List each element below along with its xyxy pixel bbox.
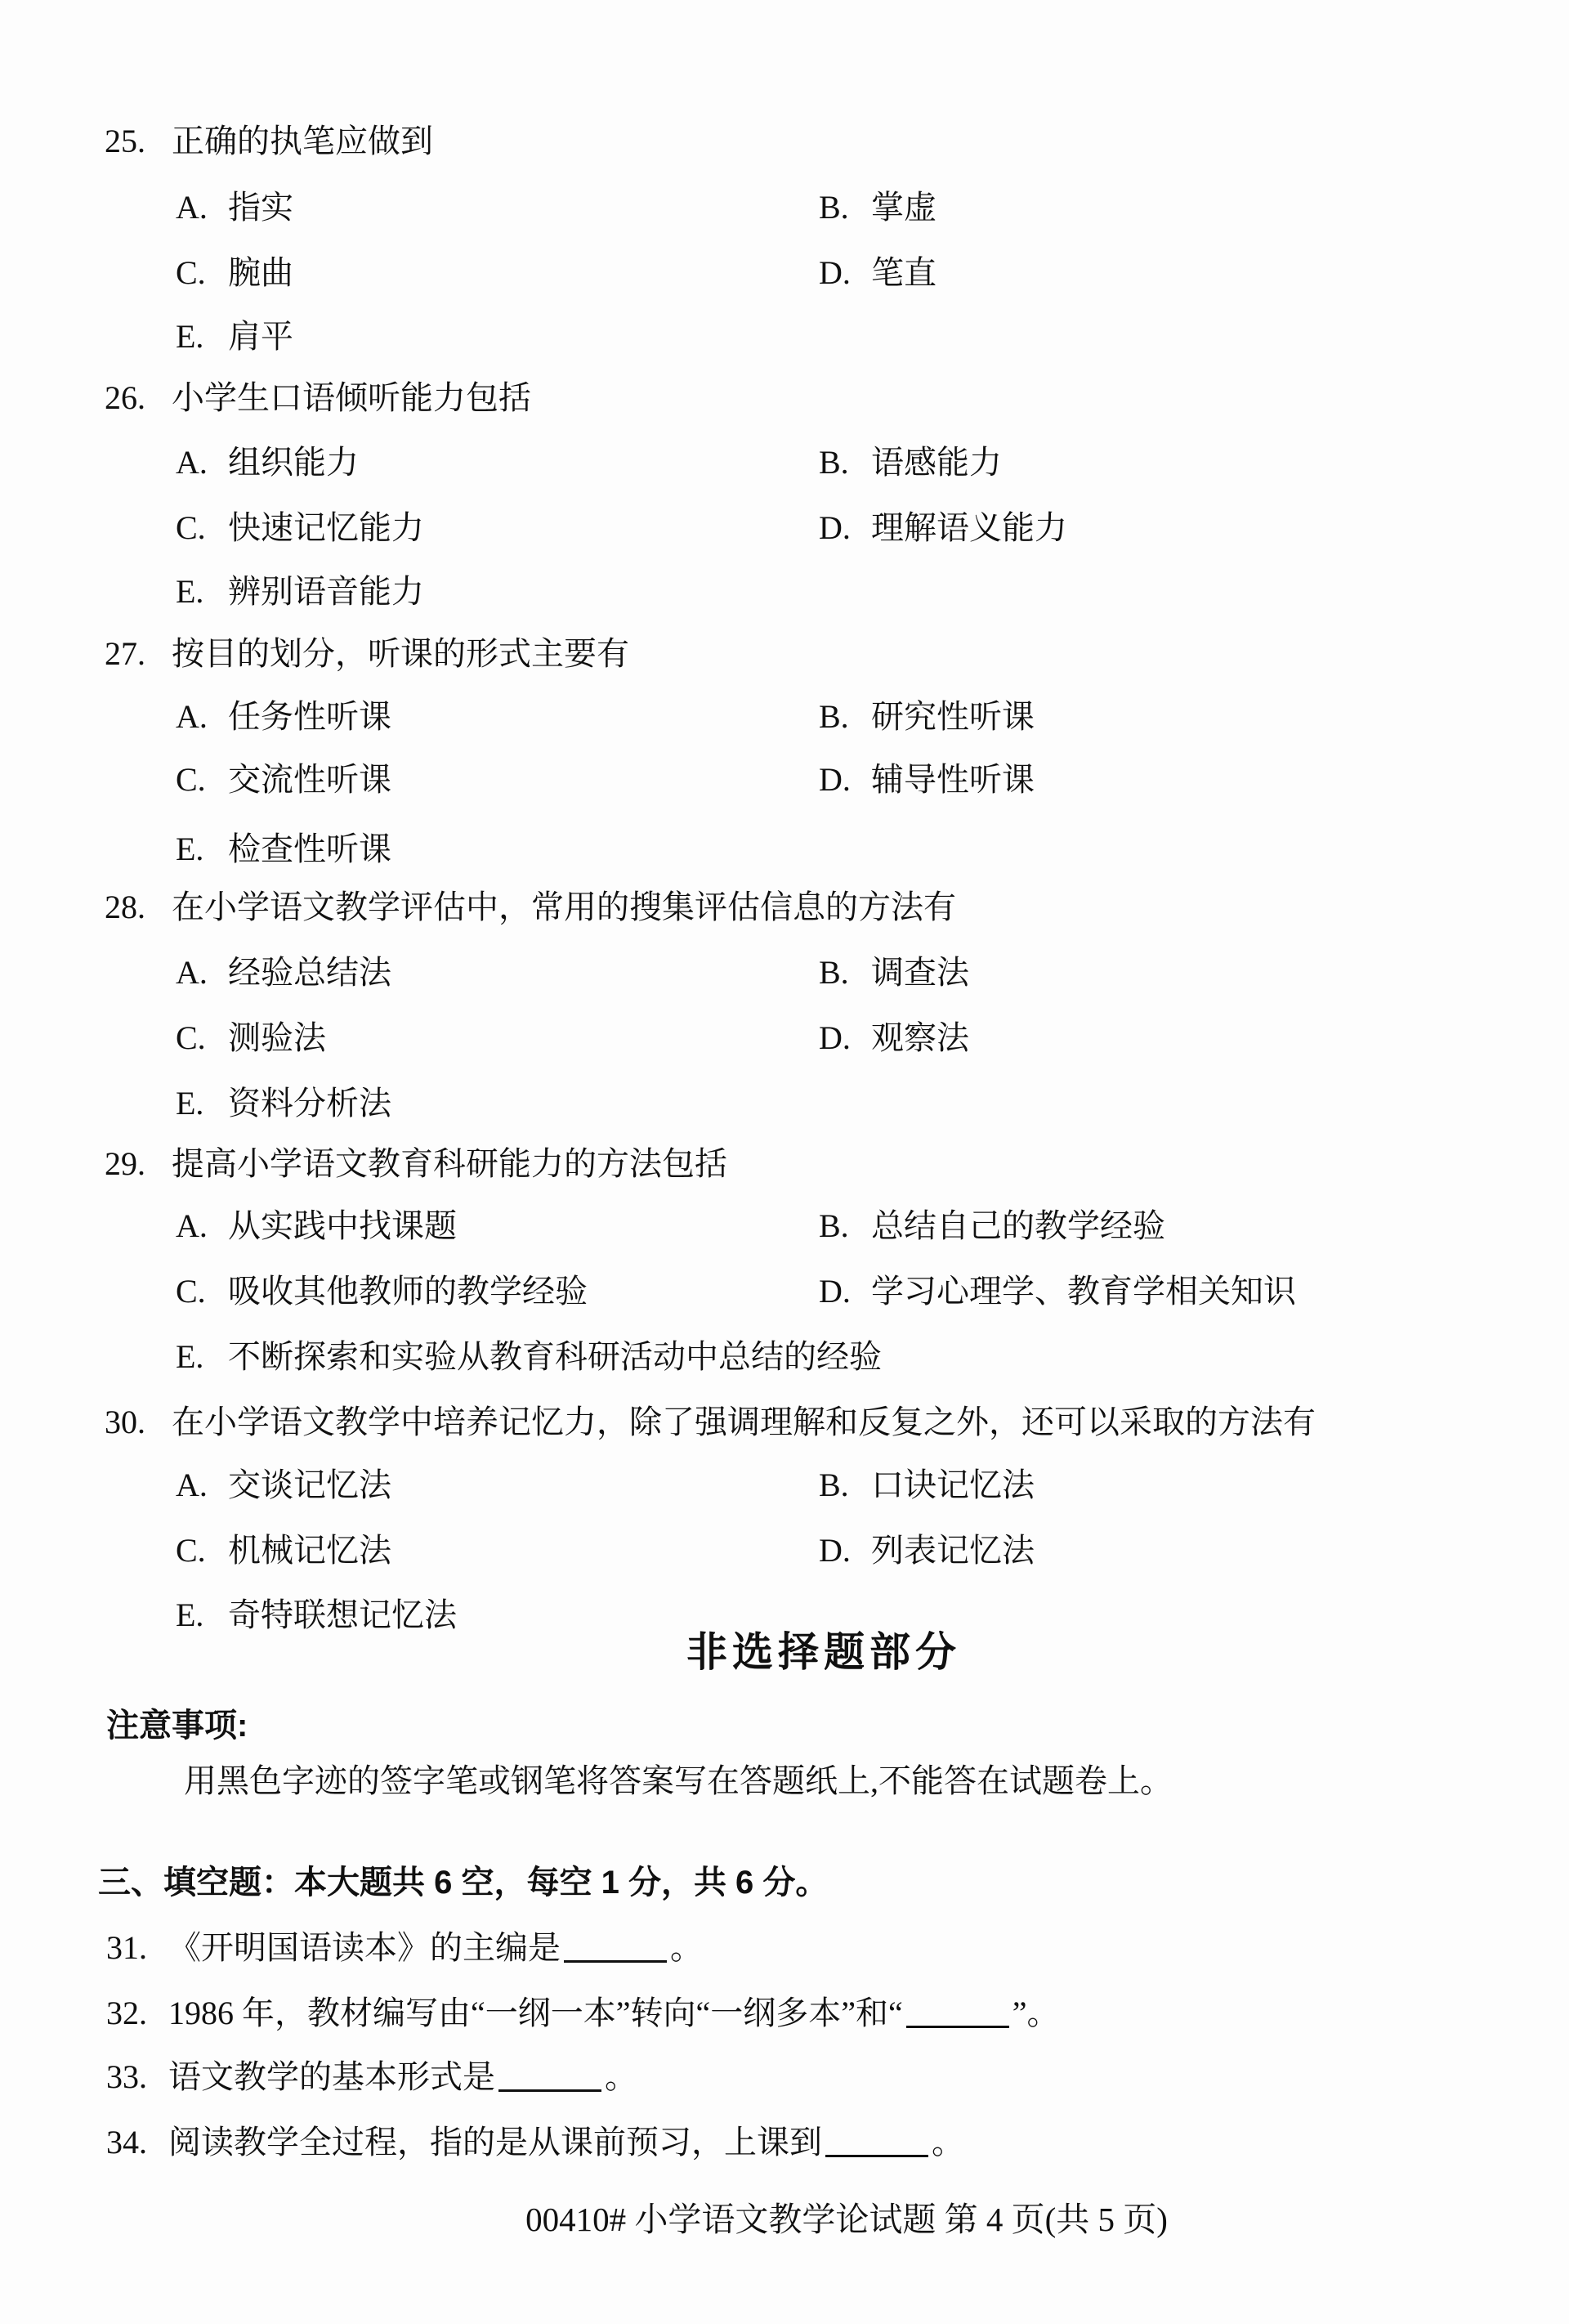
option-letter: B. — [819, 1207, 849, 1244]
question-text: 在小学语文教学中培养记忆力，除了强调理解和反复之外，还可以采取的方法有 — [172, 1404, 1316, 1440]
option-letter: A. — [176, 698, 208, 735]
option-letter: E. — [176, 1338, 204, 1375]
option-29-a — [176, 1207, 457, 1245]
option-letter: D. — [819, 1019, 851, 1056]
option-letter: C. — [176, 1532, 206, 1569]
answer-blank — [564, 1960, 667, 1963]
option-26-e — [176, 573, 424, 611]
option-text: 理解语义能力 — [871, 509, 1067, 546]
question-number: 34. — [106, 2124, 147, 2161]
option-letter: D. — [819, 254, 851, 291]
question-text: 《开明国语读本》的主编是 — [168, 1929, 561, 1966]
option-letter: C. — [176, 1019, 206, 1056]
option-text: 总结自己的教学经验 — [871, 1207, 1165, 1244]
option-30-b — [819, 1466, 1035, 1504]
option-28-c — [176, 1019, 326, 1057]
option-letter: E. — [176, 1085, 204, 1122]
option-letter: D. — [819, 509, 851, 546]
notice-title: 注意事项: — [106, 1708, 248, 1744]
question-30-stem — [105, 1404, 1316, 1441]
option-letter: C. — [176, 761, 206, 798]
option-text: 交谈记忆法 — [228, 1466, 391, 1503]
option-letter: E. — [176, 831, 204, 867]
question-number: 29. — [105, 1145, 145, 1182]
option-29-e — [176, 1338, 882, 1376]
option-text: 观察法 — [871, 1019, 969, 1056]
answer-blank — [906, 2026, 1009, 2028]
answer-blank — [498, 2089, 601, 2092]
option-letter: D. — [819, 1273, 851, 1310]
fill-section-title: 三、填空题：本大题共 6 空，每空 1 分，共 6 分。 — [98, 1865, 829, 1901]
option-25-a — [176, 189, 293, 226]
option-27-c — [176, 761, 391, 799]
section-heading-non-mcq: 非选择题部分 — [686, 1629, 961, 1675]
option-letter: B. — [819, 1466, 849, 1503]
option-26-d — [819, 509, 1067, 547]
option-text: 列表记忆法 — [871, 1532, 1035, 1569]
option-text: 检查性听课 — [228, 831, 391, 867]
option-text: 交流性听课 — [228, 761, 391, 798]
question-number: 26. — [105, 379, 145, 416]
option-text: 笔直 — [871, 254, 936, 291]
option-27-e — [176, 831, 391, 868]
option-text: 任务性听课 — [228, 698, 391, 735]
option-25-d — [819, 254, 936, 292]
option-letter: A. — [176, 1466, 208, 1503]
option-text: 辨别语音能力 — [228, 573, 424, 610]
option-25-b — [819, 189, 936, 226]
question-text-suffix: 。 — [605, 2058, 637, 2095]
question-number: 30. — [105, 1404, 145, 1440]
option-letter: A. — [176, 954, 208, 991]
question-number: 31. — [106, 1929, 147, 1966]
option-30-e — [176, 1596, 457, 1634]
option-letter: D. — [819, 1532, 851, 1569]
option-text: 经验总结法 — [228, 954, 391, 991]
question-number: 25. — [105, 123, 145, 159]
question-text-suffix: ”。 — [1012, 1995, 1060, 2031]
option-text: 快速记忆能力 — [228, 509, 424, 546]
option-letter: A. — [176, 444, 208, 481]
question-28-stem — [105, 889, 956, 926]
option-letter: C. — [176, 509, 206, 546]
option-25-e — [176, 318, 293, 356]
question-26-stem — [105, 379, 531, 417]
option-text: 研究性听课 — [871, 698, 1035, 735]
option-letter: B. — [819, 954, 849, 991]
option-28-e — [176, 1085, 391, 1122]
option-text: 组织能力 — [228, 444, 359, 481]
question-text: 在小学语文教学评估中，常用的搜集评估信息的方法有 — [172, 889, 956, 925]
option-27-d — [819, 761, 1035, 799]
option-text: 口诀记忆法 — [871, 1466, 1035, 1503]
option-text: 吸收其他教师的教学经验 — [228, 1273, 588, 1310]
option-29-d — [819, 1273, 1296, 1310]
question-text: 小学生口语倾听能力包括 — [172, 379, 531, 416]
answer-blank — [825, 2155, 928, 2157]
question-text: 1986 年，教材编写由“一纲一本”转向“一纲多本”和“ — [168, 1995, 903, 2031]
question-text-suffix: 。 — [670, 1929, 703, 1966]
option-25-c — [176, 254, 293, 292]
question-number: 32. — [106, 1995, 147, 2031]
option-letter: B. — [819, 189, 849, 226]
page-footer: 00410# 小学语文教学论试题 第 4 页(共 5 页) — [525, 2201, 1168, 2238]
question-33 — [106, 2058, 637, 2096]
option-text: 不断探索和实验从教育科研活动中总结的经验 — [228, 1338, 882, 1375]
option-letter: C. — [176, 254, 206, 291]
question-text: 语文教学的基本形式是 — [168, 2058, 495, 2095]
option-letter: A. — [176, 189, 208, 226]
question-number: 33. — [106, 2058, 147, 2095]
option-27-a — [176, 698, 391, 736]
question-text-suffix: 。 — [932, 2124, 964, 2161]
option-letter: E. — [176, 318, 204, 355]
option-letter: D. — [819, 761, 851, 798]
option-text: 腕曲 — [228, 254, 293, 291]
option-text: 调查法 — [871, 954, 969, 991]
question-31 — [106, 1929, 703, 1967]
option-26-a — [176, 444, 359, 481]
option-27-b — [819, 698, 1035, 736]
question-27-stem — [105, 635, 629, 673]
option-letter: E. — [176, 573, 204, 610]
option-letter: C. — [176, 1273, 206, 1310]
notice-body: 用黑色字迹的签字笔或钢笔将答案写在答题纸上,不能答在试题卷上。 — [184, 1762, 1173, 1799]
option-text: 语感能力 — [871, 444, 1002, 481]
question-25-stem — [105, 123, 433, 160]
option-30-a — [176, 1466, 391, 1504]
option-28-a — [176, 954, 391, 992]
option-text: 辅导性听课 — [871, 761, 1035, 798]
option-text: 学习心理学、教育学相关知识 — [871, 1273, 1296, 1310]
question-text: 正确的执笔应做到 — [172, 123, 433, 159]
option-text: 测验法 — [228, 1019, 326, 1056]
option-letter: A. — [176, 1207, 208, 1244]
option-letter: B. — [819, 698, 849, 735]
question-text: 按目的划分，听课的形式主要有 — [172, 635, 629, 672]
option-text: 机械记忆法 — [228, 1532, 391, 1569]
question-34 — [106, 2124, 964, 2161]
question-number: 28. — [105, 889, 145, 925]
question-text: 提高小学语文教育科研能力的方法包括 — [172, 1145, 727, 1182]
question-text: 阅读教学全过程，指的是从课前预习，上课到 — [168, 2124, 822, 2161]
option-text: 资料分析法 — [228, 1085, 391, 1122]
option-text: 掌虚 — [871, 189, 936, 226]
option-30-c — [176, 1532, 391, 1569]
option-text: 指实 — [228, 189, 293, 226]
option-28-b — [819, 954, 969, 992]
option-text: 肩平 — [228, 318, 293, 355]
option-30-d — [819, 1532, 1035, 1569]
question-32 — [106, 1995, 1060, 2032]
question-29-stem — [105, 1145, 727, 1183]
option-29-c — [176, 1273, 588, 1310]
option-26-c — [176, 509, 424, 547]
option-letter: E. — [176, 1596, 204, 1633]
option-text: 奇特联想记忆法 — [228, 1596, 457, 1633]
question-number: 27. — [105, 635, 145, 672]
option-29-b — [819, 1207, 1165, 1245]
option-26-b — [819, 444, 1002, 481]
option-28-d — [819, 1019, 969, 1057]
option-text: 从实践中找课题 — [228, 1207, 457, 1244]
option-letter: B. — [819, 444, 849, 481]
